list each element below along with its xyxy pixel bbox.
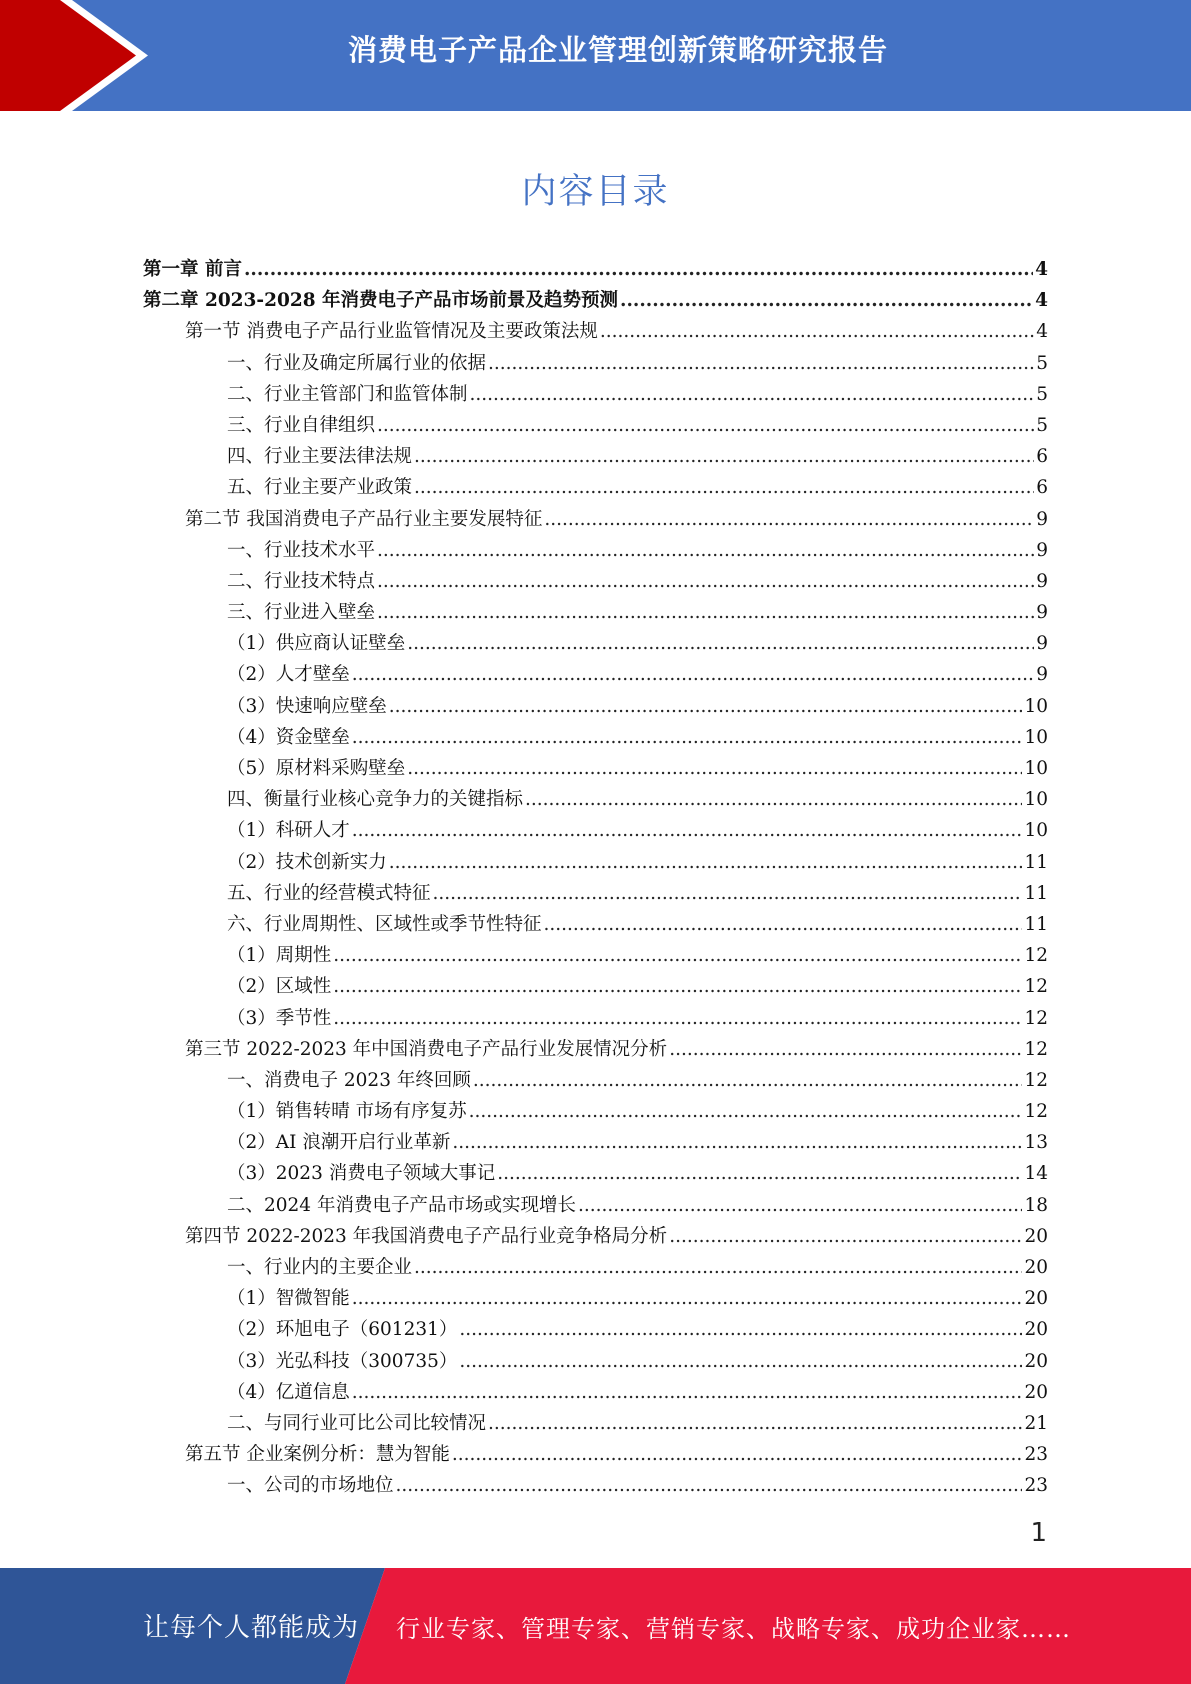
toc-dot-leader [244, 254, 1033, 285]
toc-entry[interactable] [143, 1346, 1048, 1377]
toc-dot-leader [459, 1346, 1022, 1377]
toc-entry[interactable] [143, 1003, 1048, 1034]
toc-entry-page: 12 [1024, 976, 1048, 998]
toc-dot-leader [497, 1158, 1022, 1189]
toc-entry-page: 20 [1024, 1257, 1048, 1278]
toc-dot-leader [470, 379, 1035, 410]
toc-dot-leader [389, 847, 1023, 878]
toc-entry[interactable] [143, 628, 1048, 659]
toc-entry-page: 9 [1036, 633, 1048, 655]
toc-dot-leader [459, 1314, 1022, 1345]
toc-entry-label: 四、衡量行业核心竞争力的关键指标 [227, 789, 524, 811]
toc-entry-label: （2）环旭电子（601231） [227, 1319, 458, 1341]
toc-entry[interactable] [143, 1408, 1048, 1439]
toc-entry[interactable] [143, 659, 1048, 690]
toc-entry-page: 5 [1036, 414, 1048, 436]
toc-entry[interactable] [143, 909, 1048, 940]
toc-entry[interactable] [143, 847, 1048, 878]
toc-entry[interactable] [143, 1439, 1048, 1470]
toc-entry-label: 第二节 我国消费电子产品行业主要发展特征 [185, 508, 543, 530]
toc-entry-page: 13 [1024, 1132, 1048, 1154]
toc-heading: 内容目录 [521, 172, 670, 212]
toc-entry-page: 23 [1024, 1444, 1048, 1466]
toc-entry-page: 4 [1035, 259, 1048, 280]
toc-entry-page: 20 [1024, 1381, 1048, 1403]
toc-dot-leader [396, 1470, 1023, 1501]
toc-entry-label: 第四节 2022-2023 年我国消费电子产品行业竞争格局分析 [185, 1225, 668, 1247]
toc-entry-page: 12 [1024, 1007, 1048, 1029]
toc-entry-label: 一、行业及确定所属行业的依据 [227, 352, 487, 374]
toc-dot-leader [620, 285, 1033, 316]
toc-entry[interactable] [143, 940, 1048, 971]
toc-dot-leader [414, 1252, 1022, 1283]
toc-entry[interactable] [143, 1034, 1048, 1065]
toc-entry[interactable] [143, 410, 1048, 441]
toc-entry-label: 一、公司的市场地位 [227, 1475, 394, 1497]
toc-entry-page: 11 [1024, 882, 1048, 904]
toc-entry[interactable] [143, 348, 1048, 379]
toc-dot-leader [433, 878, 1023, 909]
toc-entry-page: 10 [1024, 758, 1048, 779]
toc-entry-label: 第一章 前言 [143, 259, 242, 280]
toc-entry[interactable] [143, 815, 1048, 846]
toc-dot-leader [352, 659, 1034, 690]
toc-entry-label: （1）科研人才 [227, 820, 350, 842]
toc-entry-page: 10 [1024, 820, 1048, 842]
toc-entry[interactable] [143, 535, 1048, 566]
toc-entry-page: 12 [1024, 1069, 1048, 1091]
toc-entry-label: 二、与同行业可比公司比较情况 [227, 1412, 487, 1434]
toc-entry-label: 二、2024 年消费电子产品市场或实现增长 [227, 1194, 576, 1216]
toc-entry-label: 四、行业主要法律法规 [227, 446, 413, 468]
toc-entry-page: 6 [1036, 477, 1048, 499]
toc-entry[interactable] [143, 379, 1048, 410]
toc-entry-page: 20 [1024, 1225, 1048, 1247]
toc-dot-leader [525, 784, 1022, 815]
toc-entry-label: （3）2023 消费电子领域大事记 [227, 1163, 496, 1185]
toc-entry-label: 二、行业技术特点 [227, 570, 376, 592]
toc-entry-page: 9 [1036, 602, 1048, 624]
toc-entry-label: 一、行业技术水平 [227, 539, 376, 561]
toc-entry-label: （1）销售转晴 市场有序复苏 [227, 1101, 467, 1123]
toc-entry[interactable] [143, 316, 1048, 347]
toc-entry-page: 9 [1036, 508, 1048, 530]
toc-entry-label: 二、行业主管部门和监管体制 [227, 383, 468, 405]
toc-entry-label: 三、行业进入壁垒 [227, 602, 376, 624]
toc-entry[interactable] [143, 1158, 1048, 1189]
toc-entry[interactable] [143, 566, 1048, 597]
toc-entry-page: 4 [1036, 321, 1048, 343]
toc-entry-label: 五、行业主要产业政策 [227, 477, 413, 499]
toc-entry-label: 一、消费电子 2023 年终回顾 [227, 1069, 471, 1091]
toc-dot-leader [377, 566, 1034, 597]
toc-entry-page: 20 [1024, 1288, 1048, 1310]
toc-entry[interactable] [143, 285, 1048, 316]
toc-dot-leader [377, 410, 1034, 441]
toc-entry-label: （1）供应商认证壁垒 [227, 633, 406, 655]
toc-entry[interactable] [143, 472, 1048, 503]
toc-entry-label: （1）周期性 [227, 945, 332, 967]
toc-entry[interactable] [143, 1221, 1048, 1252]
toc-dot-leader [669, 1034, 1022, 1065]
report-title: 消费电子产品企业管理创新策略研究报告 [347, 33, 888, 67]
toc-dot-leader [377, 535, 1034, 566]
toc-dot-leader [407, 753, 1022, 784]
toc-entry-page: 20 [1024, 1350, 1048, 1372]
toc-entry-page: 11 [1024, 851, 1048, 873]
toc-entry[interactable] [143, 1283, 1048, 1314]
toc-entry-label: 六、行业周期性、区域性或季节性特征 [227, 913, 542, 935]
toc-entry-page: 21 [1024, 1412, 1048, 1434]
toc-entry-page: 10 [1024, 789, 1048, 811]
toc-entry-page: 4 [1035, 290, 1048, 312]
toc-entry-label: （5）原材料采购壁垒 [227, 758, 406, 779]
toc-entry[interactable] [143, 784, 1048, 815]
toc-dot-leader [488, 1408, 1022, 1439]
toc-entry-page: 9 [1036, 570, 1048, 592]
toc-dot-leader [488, 348, 1034, 379]
toc-entry-label: 第一节 消费电子产品行业监管情况及主要政策法规 [185, 321, 598, 343]
toc-entry-page: 5 [1036, 352, 1048, 374]
toc-entry-label: 一、行业内的主要企业 [227, 1257, 413, 1278]
page-number: 1 [1030, 1518, 1047, 1548]
toc-entry-page: 20 [1024, 1319, 1048, 1341]
toc-dot-leader [352, 1377, 1023, 1408]
toc-entry-page: 10 [1024, 726, 1048, 748]
toc-entry-page: 12 [1024, 945, 1048, 967]
toc-dot-leader [333, 940, 1022, 971]
toc-dot-leader [414, 441, 1034, 472]
toc-dot-leader [452, 1439, 1023, 1470]
toc-dot-leader [377, 597, 1034, 628]
toc-entry[interactable] [143, 1190, 1048, 1221]
toc-entry-page: 9 [1036, 664, 1048, 686]
toc-entry[interactable] [143, 691, 1048, 722]
toc-entry-label: 五、行业的经营模式特征 [227, 882, 431, 904]
toc-dot-leader [352, 815, 1023, 846]
toc-dot-leader [333, 971, 1022, 1002]
toc-entry[interactable] [143, 1096, 1048, 1127]
report-header-banner [0, 0, 1191, 111]
toc-dot-leader [333, 1003, 1022, 1034]
toc-entry-page: 18 [1024, 1194, 1048, 1216]
toc-entry-label: 第二章 2023-2028 年消费电子产品市场前景及趋势预测 [143, 290, 619, 312]
toc-entry-label: （2）区域性 [227, 976, 332, 998]
toc-entry[interactable] [143, 878, 1048, 909]
toc-entry-page: 6 [1036, 446, 1048, 468]
toc-entry[interactable] [143, 597, 1048, 628]
toc-entry[interactable] [143, 1470, 1048, 1501]
toc-entry-label: （4）资金壁垒 [227, 726, 350, 748]
footer-slogan-right: 行业专家、管理专家、营销专家、战略专家、成功企业家…… [396, 1615, 1071, 1643]
toc-entry-page: 14 [1024, 1163, 1048, 1185]
toc-entry[interactable] [143, 1065, 1048, 1096]
toc-dot-leader [352, 1283, 1023, 1314]
toc-entry-label: 第三节 2022-2023 年中国消费电子产品行业发展情况分析 [185, 1038, 668, 1060]
table-of-contents [143, 254, 1048, 1502]
toc-entry-label: （3）快速响应壁垒 [227, 695, 387, 717]
toc-entry[interactable] [143, 254, 1048, 285]
toc-entry-label: （2）人才壁垒 [227, 664, 350, 686]
toc-dot-leader [669, 1221, 1022, 1252]
toc-entry[interactable] [143, 1127, 1048, 1158]
toc-entry-label: （2）技术创新实力 [227, 851, 387, 873]
toc-entry-label: （1）智微智能 [227, 1288, 350, 1310]
toc-dot-leader [544, 504, 1034, 535]
toc-entry[interactable] [143, 971, 1048, 1002]
toc-entry-page: 12 [1024, 1101, 1048, 1123]
toc-dot-leader [473, 1065, 1023, 1096]
toc-entry-page: 10 [1024, 695, 1048, 717]
toc-dot-leader [600, 316, 1034, 347]
toc-entry[interactable] [143, 1314, 1048, 1345]
toc-entry-label: （2）AI 浪潮开启行业革新 [227, 1132, 451, 1154]
toc-entry-label: 三、行业自律组织 [227, 414, 376, 436]
toc-dot-leader [452, 1127, 1022, 1158]
toc-entry[interactable] [143, 1377, 1048, 1408]
toc-entry[interactable] [143, 722, 1048, 753]
toc-entry[interactable] [143, 504, 1048, 535]
toc-entry[interactable] [143, 441, 1048, 472]
toc-entry-page: 23 [1024, 1475, 1048, 1497]
toc-dot-leader [469, 1096, 1023, 1127]
toc-entry-label: （3）光弘科技（300735） [227, 1350, 458, 1372]
toc-dot-leader [352, 722, 1023, 753]
toc-entry-page: 12 [1024, 1038, 1048, 1060]
toc-entry[interactable] [143, 753, 1048, 784]
toc-entry[interactable] [143, 1252, 1048, 1283]
toc-entry-label: （4）亿道信息 [227, 1381, 350, 1403]
toc-entry-label: （3）季节性 [227, 1007, 332, 1029]
toc-dot-leader [544, 909, 1023, 940]
toc-dot-leader [414, 472, 1034, 503]
toc-dot-leader [578, 1190, 1022, 1221]
toc-entry-page: 9 [1036, 539, 1048, 561]
footer-banner [0, 1568, 1191, 1684]
footer-slogan-left: 让每个人都能成为 [143, 1613, 360, 1643]
toc-entry-page: 11 [1024, 913, 1048, 935]
toc-dot-leader [407, 628, 1034, 659]
toc-dot-leader [389, 691, 1023, 722]
toc-entry-label: 第五节 企业案例分析：慧为智能 [185, 1444, 450, 1466]
toc-entry-page: 5 [1036, 383, 1048, 405]
